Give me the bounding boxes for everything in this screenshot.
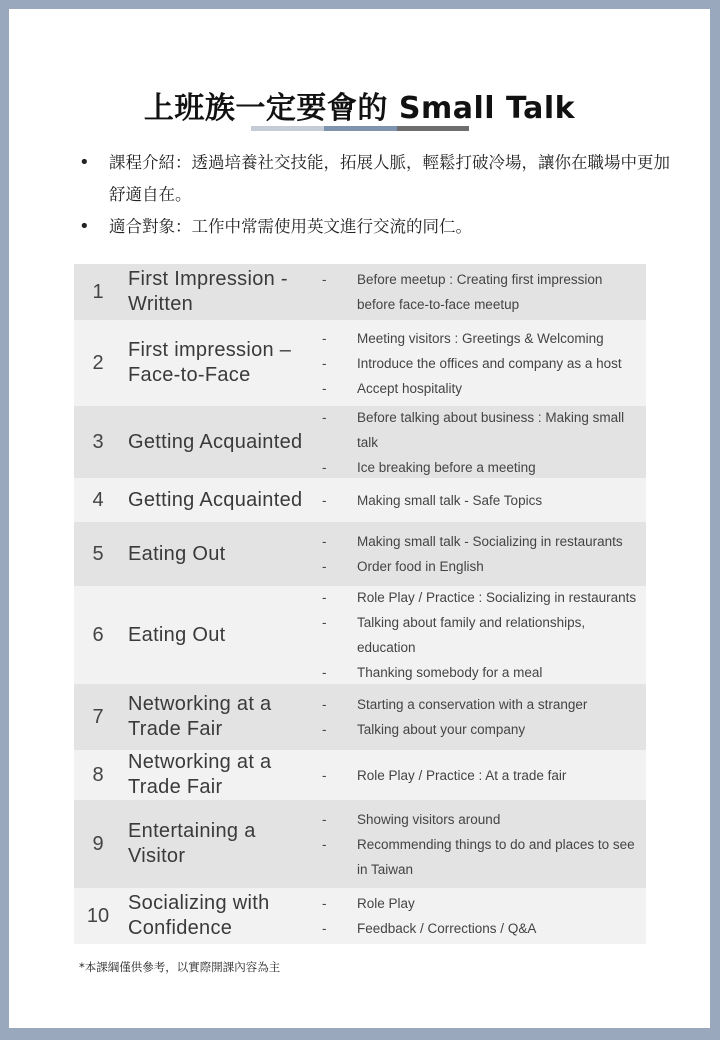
session-item-text: Order food in English (357, 559, 484, 574)
session-topic: Eating Out (128, 623, 226, 646)
session-item-text: Ice breaking before a meeting (357, 459, 536, 475)
session-items (318, 320, 644, 406)
session-topic: First Impression - Written (128, 268, 288, 315)
title-underline-blue (324, 126, 397, 131)
session-items (318, 406, 644, 478)
session-item-text: Making small talk - Socializing in restaurants (357, 534, 623, 549)
table-row (74, 320, 646, 406)
page (9, 9, 710, 1028)
table-row (74, 264, 646, 320)
bullet-intro: • 課程介紹：透過培養社交技能，拓展人脈，輕鬆打破冷場，讓你在職場中更加舒適自在。 (75, 147, 675, 211)
session-topic: Socializing with Confidence (128, 892, 270, 939)
dash-marker: - (322, 459, 327, 475)
session-number: 8 (92, 763, 104, 786)
intro-bullets (75, 147, 675, 243)
session-topic: Getting Acquainted (128, 488, 303, 511)
dash-marker: - (322, 615, 327, 630)
session-number: 6 (92, 623, 104, 646)
session-item (318, 660, 644, 685)
dash-marker: - (322, 355, 327, 371)
session-number: 1 (92, 280, 104, 303)
table-row (74, 684, 646, 750)
session-item (318, 326, 644, 351)
session-item-text: Thanking somebody for a meal (357, 665, 543, 680)
session-item-text: Making small talk - Safe Topics (357, 492, 543, 508)
session-item-text: Talking about family and relationships, education (357, 615, 586, 655)
session-item (318, 610, 644, 660)
session-item (318, 692, 644, 717)
dash-marker: - (322, 492, 327, 508)
dash-marker: - (322, 272, 327, 287)
session-item-text: Role Play / Practice : At a trade fair (357, 767, 567, 783)
session-number: 7 (92, 705, 104, 728)
dash-marker: - (322, 896, 327, 911)
session-item-text: Talking about your company (357, 722, 526, 737)
table-row (74, 586, 646, 684)
title-underline-gray (397, 126, 469, 131)
session-item-text: Recommending things to do and places to see in Taiwan (357, 836, 635, 877)
bullet-audience: • 適合對象：工作中常需使用英文進行交流的同仁。 (75, 211, 675, 243)
session-number: 3 (92, 430, 104, 453)
table-row (74, 478, 646, 522)
dash-marker: - (322, 559, 327, 574)
session-item (318, 585, 644, 610)
session-item (318, 832, 644, 882)
table-row (74, 750, 646, 800)
session-item-text: Showing visitors around (357, 811, 501, 827)
session-items (318, 750, 644, 800)
session-items (318, 264, 644, 320)
session-item-text: Before meetup : Creating first impression before face-to-face meetup (357, 272, 603, 312)
session-item-text: Role Play (357, 896, 415, 911)
table-row (74, 800, 646, 888)
session-number: 9 (92, 832, 104, 855)
title-underline-light (251, 126, 324, 131)
session-item-text: Introduce the offices and company as a host (357, 355, 622, 371)
session-item (318, 717, 644, 742)
session-number: 4 (92, 488, 104, 511)
session-topic: First impression – Face-to-Face (128, 339, 292, 386)
session-item (318, 405, 644, 455)
session-number: 5 (92, 542, 104, 565)
session-item-text: Role Play / Practice : Socializing in restaurants (357, 590, 637, 605)
session-number: 2 (92, 351, 104, 374)
session-items (318, 478, 644, 522)
session-item (318, 267, 644, 317)
table-row (74, 406, 646, 478)
session-item (318, 807, 644, 832)
session-topic: Getting Acquainted (128, 430, 303, 453)
session-item (318, 376, 644, 401)
dash-marker: - (322, 534, 327, 549)
session-topic: Networking at a Trade Fair (128, 693, 272, 740)
session-item (318, 351, 644, 376)
dash-marker: - (322, 921, 327, 936)
session-number: 10 (86, 904, 110, 927)
syllabus-table (74, 264, 646, 944)
session-items (318, 684, 644, 750)
dash-marker: - (322, 767, 327, 783)
dash-marker: - (322, 811, 327, 827)
session-topic: Networking at a Trade Fair (128, 751, 272, 798)
table-row (74, 522, 646, 586)
session-item-text: Before talking about business : Making small talk (357, 409, 625, 450)
session-item (318, 554, 644, 579)
dash-marker: - (322, 590, 327, 605)
dash-marker: - (322, 722, 327, 737)
session-item (318, 916, 644, 941)
page-title: 上班族一定要會的 Small Talk (143, 91, 576, 126)
footnote: *本課綱僅供參考，以實際開課內容為主 (79, 960, 281, 974)
session-items (318, 800, 644, 888)
session-item-text: Feedback / Corrections / Q&A (357, 921, 537, 936)
dash-marker: - (322, 380, 327, 396)
session-item-text: Meeting visitors : Greetings & Welcoming (357, 330, 604, 346)
dash-marker: - (322, 697, 327, 712)
session-item (318, 455, 644, 480)
session-item-text: Accept hospitality (357, 380, 463, 396)
session-item (318, 891, 644, 916)
session-topic: Entertaining a Visitor (128, 820, 256, 867)
session-item (318, 529, 644, 554)
session-items (318, 586, 644, 684)
dash-marker: - (322, 330, 327, 346)
dash-marker: - (322, 409, 327, 425)
session-items (318, 888, 644, 944)
session-item (318, 488, 644, 513)
dash-marker: - (322, 665, 327, 680)
session-topic: Eating Out (128, 542, 226, 565)
session-items (318, 522, 644, 586)
dash-marker: - (322, 836, 327, 852)
session-item-text: Starting a conservation with a stranger (357, 697, 588, 712)
table-row (74, 888, 646, 944)
session-item (318, 763, 644, 788)
